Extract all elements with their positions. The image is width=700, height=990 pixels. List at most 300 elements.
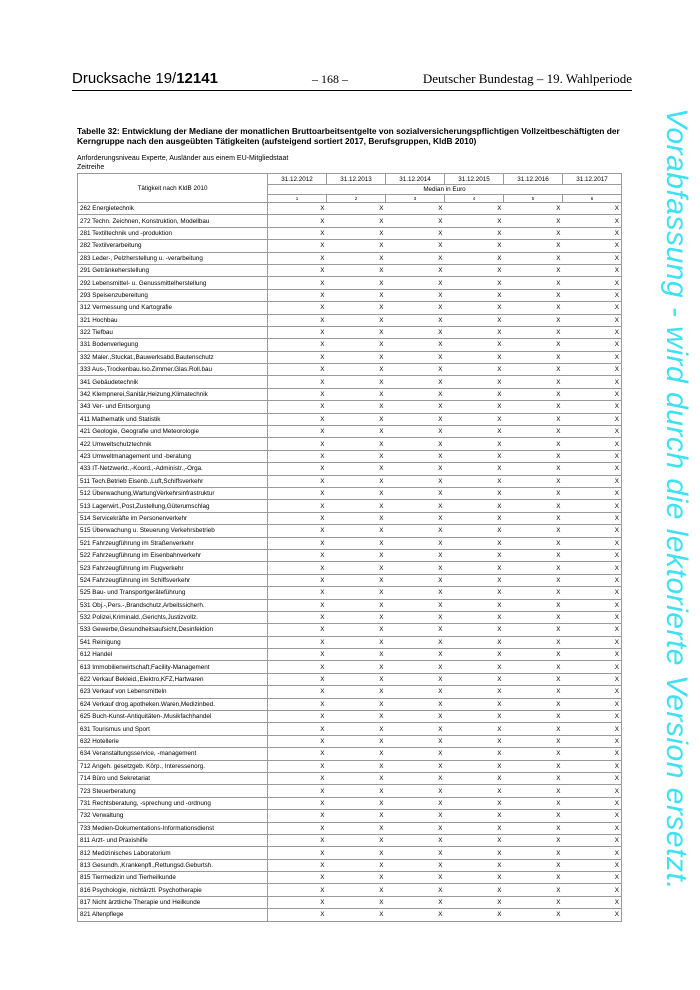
value-cell: X <box>386 723 445 735</box>
value-cell: X <box>268 500 327 512</box>
value-cell: X <box>563 785 622 797</box>
table-row <box>78 487 622 499</box>
value-cell: X <box>504 376 563 388</box>
occupation-cell: 331 Bodenverlegung <box>78 339 268 351</box>
value-cell: X <box>327 351 386 363</box>
value-cell: X <box>563 611 622 623</box>
occupation-cell: 731 Rechtsberatung, -sprechung und -ordnung <box>78 797 268 809</box>
value-cell: X <box>445 326 504 338</box>
draft-watermark: Vorabfassung - wird durch die lektorierte Version ersetzt. <box>660 108 693 891</box>
value-cell: X <box>504 611 563 623</box>
value-cell: X <box>445 351 504 363</box>
value-cell: X <box>268 277 327 289</box>
value-cell: X <box>386 748 445 760</box>
occupation-header: Tätigkeit nach KldB 2010 <box>78 174 268 203</box>
value-cell: X <box>563 376 622 388</box>
value-cell: X <box>563 388 622 400</box>
value-cell: X <box>563 487 622 499</box>
value-cell: X <box>504 574 563 586</box>
value-cell: X <box>504 772 563 784</box>
value-cell: X <box>386 264 445 276</box>
value-cell: X <box>386 797 445 809</box>
value-cell: X <box>563 760 622 772</box>
value-cell: X <box>327 512 386 524</box>
value-cell: X <box>504 711 563 723</box>
value-cell: X <box>563 810 622 822</box>
occupation-cell: 291 Getränkeherstellung <box>78 264 268 276</box>
value-cell: X <box>327 698 386 710</box>
value-cell: X <box>504 252 563 264</box>
value-cell: X <box>504 401 563 413</box>
value-cell: X <box>563 872 622 884</box>
value-cell: X <box>327 909 386 921</box>
unit-header: Median in Euro <box>268 185 622 195</box>
value-cell: X <box>327 339 386 351</box>
value-cell: X <box>268 748 327 760</box>
data-table <box>77 173 622 922</box>
value-cell: X <box>386 649 445 661</box>
value-cell: X <box>327 673 386 685</box>
table-row <box>78 376 622 388</box>
value-cell: X <box>504 326 563 338</box>
date-header: 31.12.2016 <box>504 174 563 185</box>
value-cell: X <box>386 810 445 822</box>
table-row <box>78 388 622 400</box>
value-cell: X <box>445 537 504 549</box>
value-cell: X <box>563 203 622 215</box>
table-row <box>78 872 622 884</box>
value-cell: X <box>386 450 445 462</box>
value-cell: X <box>268 698 327 710</box>
value-cell: X <box>445 302 504 314</box>
value-cell: X <box>504 624 563 636</box>
date-header: 31.12.2015 <box>445 174 504 185</box>
value-cell: X <box>504 525 563 537</box>
value-cell: X <box>386 314 445 326</box>
table-row <box>78 797 622 809</box>
occupation-cell: 815 Tiermedizin und Tierheilkunde <box>78 872 268 884</box>
table-row <box>78 884 622 896</box>
table-row <box>78 525 622 537</box>
occupation-cell: 282 Textilverarbeitung <box>78 240 268 252</box>
value-cell: X <box>386 376 445 388</box>
value-cell: X <box>563 587 622 599</box>
table-row <box>78 364 622 376</box>
value-cell: X <box>445 834 504 846</box>
value-cell: X <box>563 364 622 376</box>
page-header <box>72 70 632 91</box>
value-cell: X <box>563 525 622 537</box>
value-cell: X <box>563 847 622 859</box>
occupation-cell: 532 Polizei,Kriminald.,Gerichts,Justizvollz. <box>78 611 268 623</box>
table-row <box>78 859 622 871</box>
column-number: 4 <box>445 195 504 203</box>
occupation-cell: 515 Überwachung u. Steuerung Verkehrsbetrieb <box>78 525 268 537</box>
value-cell: X <box>563 227 622 239</box>
value-cell: X <box>563 599 622 611</box>
value-cell: X <box>268 339 327 351</box>
value-cell: X <box>327 525 386 537</box>
value-cell: X <box>268 711 327 723</box>
value-cell: X <box>327 624 386 636</box>
table-row <box>78 438 622 450</box>
date-header: 31.12.2013 <box>327 174 386 185</box>
value-cell: X <box>327 413 386 425</box>
value-cell: X <box>386 426 445 438</box>
table-row <box>78 760 622 772</box>
value-cell: X <box>268 896 327 908</box>
value-cell: X <box>445 227 504 239</box>
table-body <box>78 203 622 922</box>
table-row <box>78 277 622 289</box>
value-cell: X <box>504 203 563 215</box>
value-cell: X <box>386 896 445 908</box>
value-cell: X <box>563 438 622 450</box>
occupation-cell: 423 Umweltmanagement und -beratung <box>78 450 268 462</box>
value-cell: X <box>445 512 504 524</box>
value-cell: X <box>268 611 327 623</box>
occupation-cell: 411 Mathematik und Statistik <box>78 413 268 425</box>
occupation-cell: 533 Gewerbe,Gesundheitsaufsicht,Desinfektion <box>78 624 268 636</box>
value-cell: X <box>504 450 563 462</box>
value-cell: X <box>563 834 622 846</box>
table-row <box>78 413 622 425</box>
value-cell: X <box>327 562 386 574</box>
value-cell: X <box>445 810 504 822</box>
value-cell: X <box>327 302 386 314</box>
document-number-prefix: Drucksache 19/ <box>72 70 177 87</box>
occupation-cell: 341 Gebäudetechnik <box>78 376 268 388</box>
value-cell: X <box>563 264 622 276</box>
value-cell: X <box>386 512 445 524</box>
value-cell: X <box>504 351 563 363</box>
value-cell: X <box>563 574 622 586</box>
value-cell: X <box>327 785 386 797</box>
value-cell: X <box>268 562 327 574</box>
occupation-cell: 513 Lagerwirt.,Post,Zustellung,Güterumschlag <box>78 500 268 512</box>
table-row <box>78 339 622 351</box>
table-row <box>78 599 622 611</box>
value-cell: X <box>268 549 327 561</box>
value-cell: X <box>327 215 386 227</box>
value-cell: X <box>563 624 622 636</box>
occupation-cell: 634 Veranstaltungsservice, -management <box>78 748 268 760</box>
value-cell: X <box>268 426 327 438</box>
value-cell: X <box>327 661 386 673</box>
value-cell: X <box>386 562 445 574</box>
value-cell: X <box>504 463 563 475</box>
value-cell: X <box>563 859 622 871</box>
document-number <box>72 70 218 87</box>
value-cell: X <box>327 401 386 413</box>
value-cell: X <box>327 475 386 487</box>
value-cell: X <box>445 587 504 599</box>
table-row <box>78 240 622 252</box>
occupation-cell: 541 Reinigung <box>78 636 268 648</box>
table-row <box>78 475 622 487</box>
value-cell: X <box>327 388 386 400</box>
value-cell: X <box>386 711 445 723</box>
value-cell: X <box>268 760 327 772</box>
value-cell: X <box>563 426 622 438</box>
value-cell: X <box>504 723 563 735</box>
value-cell: X <box>563 351 622 363</box>
value-cell: X <box>386 227 445 239</box>
occupation-cell: 817 Nicht ärztliche Therapie und Heilkunde <box>78 896 268 908</box>
table-row <box>78 711 622 723</box>
occupation-cell: 624 Verkauf drog.apotheken.Waren,Medizinbed. <box>78 698 268 710</box>
value-cell: X <box>563 463 622 475</box>
value-cell: X <box>327 748 386 760</box>
value-cell: X <box>327 500 386 512</box>
value-cell: X <box>268 525 327 537</box>
occupation-cell: 321 Hochbau <box>78 314 268 326</box>
value-cell: X <box>386 463 445 475</box>
value-cell: X <box>268 450 327 462</box>
value-cell: X <box>386 636 445 648</box>
value-cell: X <box>563 289 622 301</box>
value-cell: X <box>563 215 622 227</box>
value-cell: X <box>445 673 504 685</box>
value-cell: X <box>504 277 563 289</box>
value-cell: X <box>327 686 386 698</box>
occupation-cell: 524 Fahrzeugführung im Schiffsverkehr <box>78 574 268 586</box>
table-row <box>78 549 622 561</box>
occupation-cell: 816 Psychologie, nichtärztl. Psychotherapie <box>78 884 268 896</box>
value-cell: X <box>445 401 504 413</box>
table-row <box>78 772 622 784</box>
value-cell: X <box>327 537 386 549</box>
value-cell: X <box>327 426 386 438</box>
value-cell: X <box>386 364 445 376</box>
table-row <box>78 673 622 685</box>
occupation-cell: 732 Verwaltung <box>78 810 268 822</box>
occupation-cell: 343 Ver- und Entsorgung <box>78 401 268 413</box>
value-cell: X <box>386 661 445 673</box>
value-cell: X <box>445 215 504 227</box>
occupation-cell: 514 Servicekräfte im Personenverkehr <box>78 512 268 524</box>
occupation-cell: 262 Energietechnik <box>78 203 268 215</box>
value-cell: X <box>504 822 563 834</box>
value-cell: X <box>386 574 445 586</box>
value-cell: X <box>504 227 563 239</box>
value-cell: X <box>504 289 563 301</box>
value-cell: X <box>268 686 327 698</box>
value-cell: X <box>563 475 622 487</box>
occupation-cell: 521 Fahrzeugführung im Straßenverkehr <box>78 537 268 549</box>
table-row <box>78 463 622 475</box>
value-cell: X <box>445 649 504 661</box>
value-cell: X <box>386 401 445 413</box>
occupation-cell: 322 Tiefbau <box>78 326 268 338</box>
value-cell: X <box>386 847 445 859</box>
value-cell: X <box>386 487 445 499</box>
value-cell: X <box>504 872 563 884</box>
value-cell: X <box>268 463 327 475</box>
value-cell: X <box>504 661 563 673</box>
value-cell: X <box>563 884 622 896</box>
value-cell: X <box>504 636 563 648</box>
value-cell: X <box>268 512 327 524</box>
value-cell: X <box>327 711 386 723</box>
value-cell: X <box>327 463 386 475</box>
value-cell: X <box>445 859 504 871</box>
value-cell: X <box>327 574 386 586</box>
value-cell: X <box>268 847 327 859</box>
value-cell: X <box>445 698 504 710</box>
value-cell: X <box>327 438 386 450</box>
table-row <box>78 401 622 413</box>
value-cell: X <box>386 203 445 215</box>
table-row <box>78 203 622 215</box>
table-row <box>78 326 622 338</box>
occupation-cell: 813 Gesundh.,Krankenpfl.,Rettungsd.Geburtsh. <box>78 859 268 871</box>
value-cell: X <box>268 649 327 661</box>
value-cell: X <box>386 834 445 846</box>
value-cell: X <box>563 277 622 289</box>
table-row <box>78 636 622 648</box>
value-cell: X <box>268 574 327 586</box>
value-cell: X <box>563 401 622 413</box>
value-cell: X <box>563 698 622 710</box>
value-cell: X <box>327 847 386 859</box>
column-number: 6 <box>563 195 622 203</box>
value-cell: X <box>327 872 386 884</box>
value-cell: X <box>504 475 563 487</box>
value-cell: X <box>563 896 622 908</box>
value-cell: X <box>445 264 504 276</box>
value-cell: X <box>445 748 504 760</box>
value-cell: X <box>445 896 504 908</box>
value-cell: X <box>327 277 386 289</box>
value-cell: X <box>445 686 504 698</box>
table-row <box>78 624 622 636</box>
value-cell: X <box>504 215 563 227</box>
value-cell: X <box>445 240 504 252</box>
value-cell: X <box>268 537 327 549</box>
table-subtitle: Anforderungsniveau Experte, Ausländer aus einem EU-Mitgliedstaat <box>77 155 289 162</box>
value-cell: X <box>268 227 327 239</box>
value-cell: X <box>563 450 622 462</box>
table-row <box>78 264 622 276</box>
value-cell: X <box>386 289 445 301</box>
value-cell: X <box>268 661 327 673</box>
table-row <box>78 500 622 512</box>
value-cell: X <box>504 686 563 698</box>
value-cell: X <box>268 822 327 834</box>
publisher: Deutscher Bundestag – 19. Wahlperiode <box>422 71 632 86</box>
occupation-cell: 292 Lebensmittel- u. Genussmittelherstellung <box>78 277 268 289</box>
value-cell: X <box>386 240 445 252</box>
occupation-cell: 625 Buch-Kunst-Antiquitäten-,Musikfachhandel <box>78 711 268 723</box>
occupation-cell: 333 Aus-,Trockenbau.Iso.Zimmer.Glas.Roll.bau <box>78 364 268 376</box>
value-cell: X <box>386 859 445 871</box>
value-cell: X <box>563 748 622 760</box>
value-cell: X <box>268 797 327 809</box>
value-cell: X <box>563 686 622 698</box>
table-row <box>78 810 622 822</box>
value-cell: X <box>445 314 504 326</box>
value-cell: X <box>268 413 327 425</box>
value-cell: X <box>268 364 327 376</box>
occupation-cell: 613 Immobilienwirtschaft,Facility-Management <box>78 661 268 673</box>
value-cell: X <box>327 376 386 388</box>
value-cell: X <box>563 822 622 834</box>
occupation-cell: 312 Vermessung und Kartografie <box>78 302 268 314</box>
table-row <box>78 649 622 661</box>
value-cell: X <box>268 834 327 846</box>
value-cell: X <box>445 475 504 487</box>
value-cell: X <box>327 649 386 661</box>
value-cell: X <box>504 426 563 438</box>
value-cell: X <box>445 822 504 834</box>
table-row <box>78 847 622 859</box>
table-row <box>78 426 622 438</box>
occupation-cell: 631 Tourismus und Sport <box>78 723 268 735</box>
value-cell: X <box>445 525 504 537</box>
value-cell: X <box>445 463 504 475</box>
value-cell: X <box>445 884 504 896</box>
value-cell: X <box>268 351 327 363</box>
value-cell: X <box>268 587 327 599</box>
value-cell: X <box>504 859 563 871</box>
table-row <box>78 611 622 623</box>
value-cell: X <box>504 909 563 921</box>
value-cell: X <box>386 611 445 623</box>
value-cell: X <box>386 326 445 338</box>
value-cell: X <box>386 599 445 611</box>
occupation-cell: 422 Umweltschutztechnik <box>78 438 268 450</box>
value-cell: X <box>504 587 563 599</box>
value-cell: X <box>268 624 327 636</box>
occupation-cell: 342 Klempnerei,Sanitär,Heizung,Klimatechnik <box>78 388 268 400</box>
value-cell: X <box>445 339 504 351</box>
value-cell: X <box>504 797 563 809</box>
value-cell: X <box>504 549 563 561</box>
value-cell: X <box>268 636 327 648</box>
value-cell: X <box>445 847 504 859</box>
table-row <box>78 574 622 586</box>
value-cell: X <box>327 587 386 599</box>
value-cell: X <box>563 314 622 326</box>
occupation-cell: 332 Maler.,Stuckat.,Bauwerksabd.Bautenschutz <box>78 351 268 363</box>
value-cell: X <box>327 810 386 822</box>
occupation-cell: 811 Arzt- und Praxishilfe <box>78 834 268 846</box>
value-cell: X <box>563 549 622 561</box>
value-cell: X <box>327 487 386 499</box>
value-cell: X <box>504 760 563 772</box>
value-cell: X <box>386 252 445 264</box>
value-cell: X <box>504 599 563 611</box>
value-cell: X <box>445 376 504 388</box>
value-cell: X <box>445 636 504 648</box>
date-header: 31.12.2012 <box>268 174 327 185</box>
value-cell: X <box>386 909 445 921</box>
value-cell: X <box>563 500 622 512</box>
value-cell: X <box>268 302 327 314</box>
value-cell: X <box>386 537 445 549</box>
table-row <box>78 748 622 760</box>
occupation-cell: 622 Verkauf Beklеid.,Elektro,KFZ,Hartwaren <box>78 673 268 685</box>
table-row <box>78 896 622 908</box>
occupation-cell: 531 Obj.-,Pers.-,Brandschutz,Arbeitssicherh. <box>78 599 268 611</box>
value-cell: X <box>268 215 327 227</box>
value-cell: X <box>268 872 327 884</box>
value-cell: X <box>504 562 563 574</box>
column-number: 1 <box>268 195 327 203</box>
table-row <box>78 686 622 698</box>
value-cell: X <box>268 884 327 896</box>
